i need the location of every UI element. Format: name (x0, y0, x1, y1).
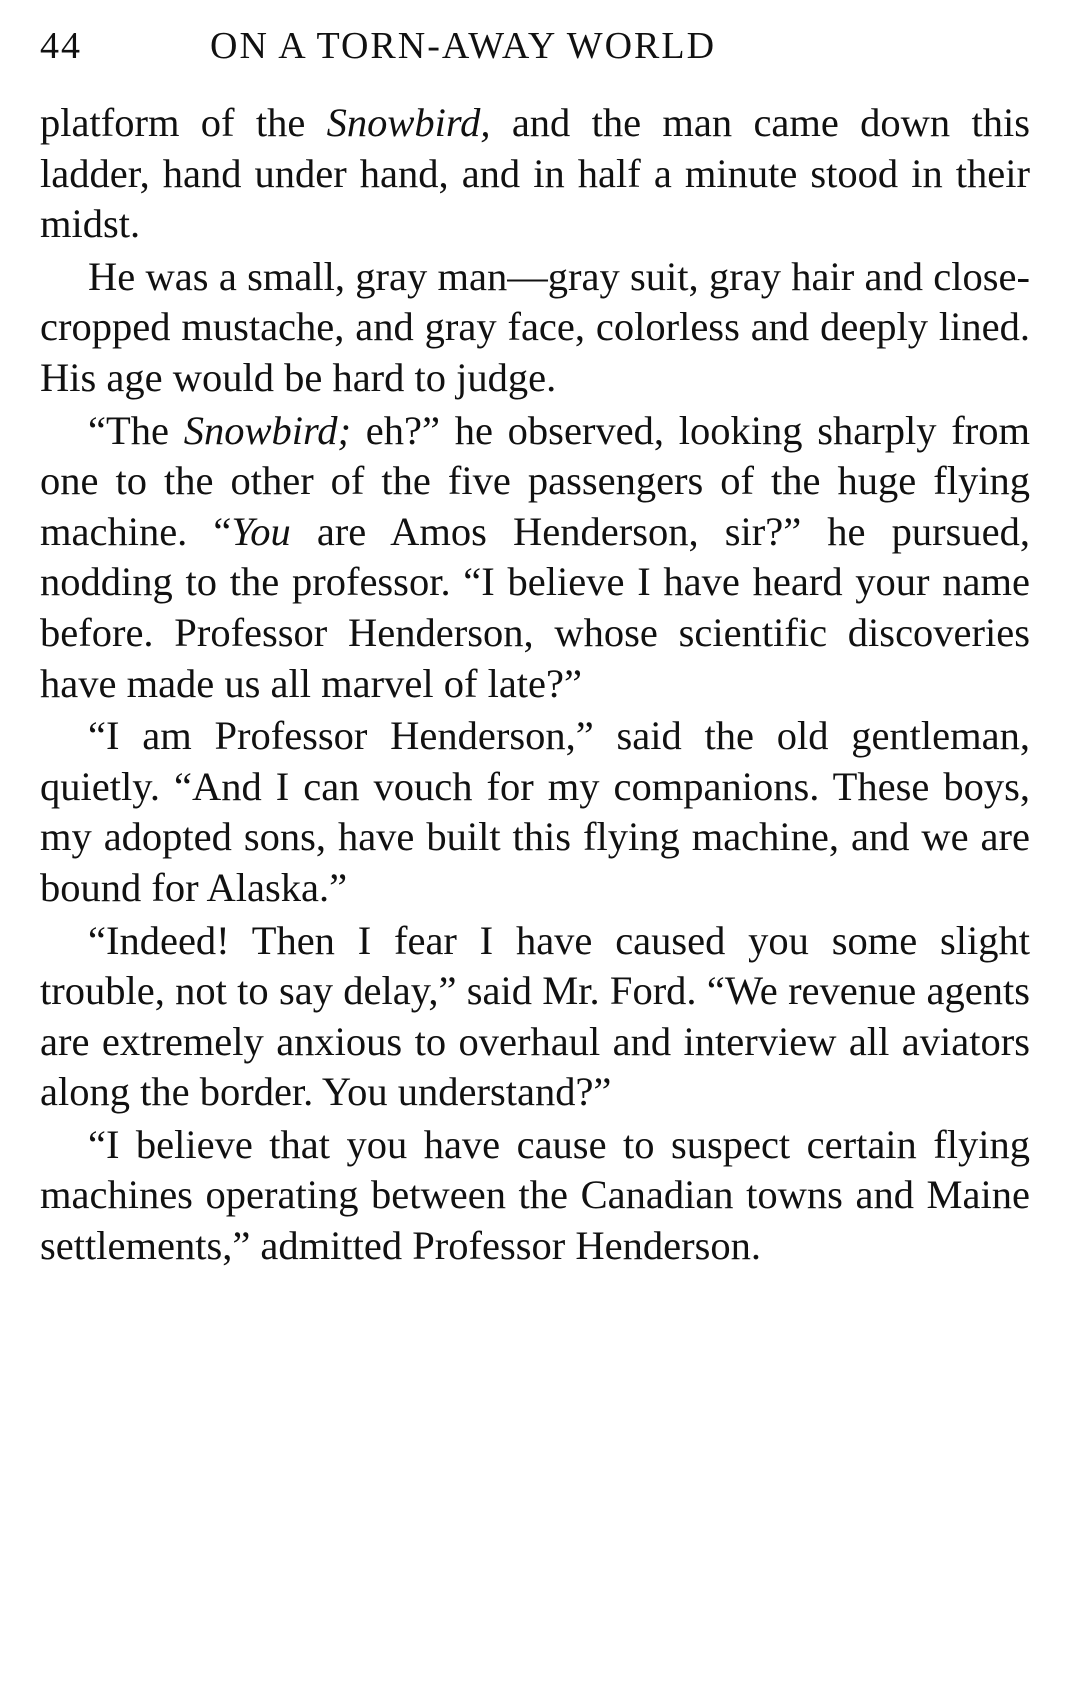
text-segment: “Indeed! Then I fear I have caused you some slight trouble, not to say delay,” said Mr. Ford. “We revenue agents are extremely anxious to overhaul and interview all aviators along the border. You understand?” (40, 917, 1030, 1115)
paragraph-3 (40, 406, 1030, 710)
book-page (40, 18, 1030, 1272)
running-title: ON A TORN-AWAY WORLD (210, 25, 717, 67)
ship-name-snowbird: Snowbird; (183, 407, 351, 453)
paragraph-2 (40, 252, 1030, 404)
paragraph-5 (40, 916, 1030, 1118)
paragraph-6 (40, 1120, 1030, 1272)
paragraph-1 (40, 98, 1030, 250)
page-number: 44 (40, 25, 82, 67)
ship-name-snowbird: Snowbird, (326, 100, 491, 145)
running-head (40, 18, 1030, 78)
text-segment: “I believe that you have cause to suspect certain flying machines operating between the Canadian towns and Maine settlements,” admitted Professor Henderson. (40, 1121, 1030, 1269)
text-segment: eh?” he observed, looking sharply from one to the other of the five passengers of the huge flying machine. “ (40, 407, 1030, 554)
text-segment: “I am Professor Henderson,” said the old gentleman, quietly. “And I can vouch for my companions. These boys, my adopted sons, have built this flying machine, and we are bound for Alaska.” (40, 713, 1030, 910)
text-segment: “The (88, 407, 184, 453)
paragraph-4 (40, 711, 1030, 913)
text-segment: are Amos Henderson, sir?” he pursued, nodding to the professor. “I believe I have heard your name before. Professor Henderson, whose scientific discoveries have made us all marvel of late?” (40, 508, 1030, 706)
text-segment: and the man came down this ladder, hand under hand, and in half a minute stood in their midst. (40, 100, 1031, 247)
emphasis-you: You (231, 508, 291, 554)
body-text (40, 98, 1030, 1272)
text-segment: platform of the (40, 100, 327, 145)
text-segment: He was a small, gray man—gray suit, gray hair and close-cropped mustache, and gray face, colorless and deeply lined. His age would be hard to judge. (40, 253, 1030, 400)
